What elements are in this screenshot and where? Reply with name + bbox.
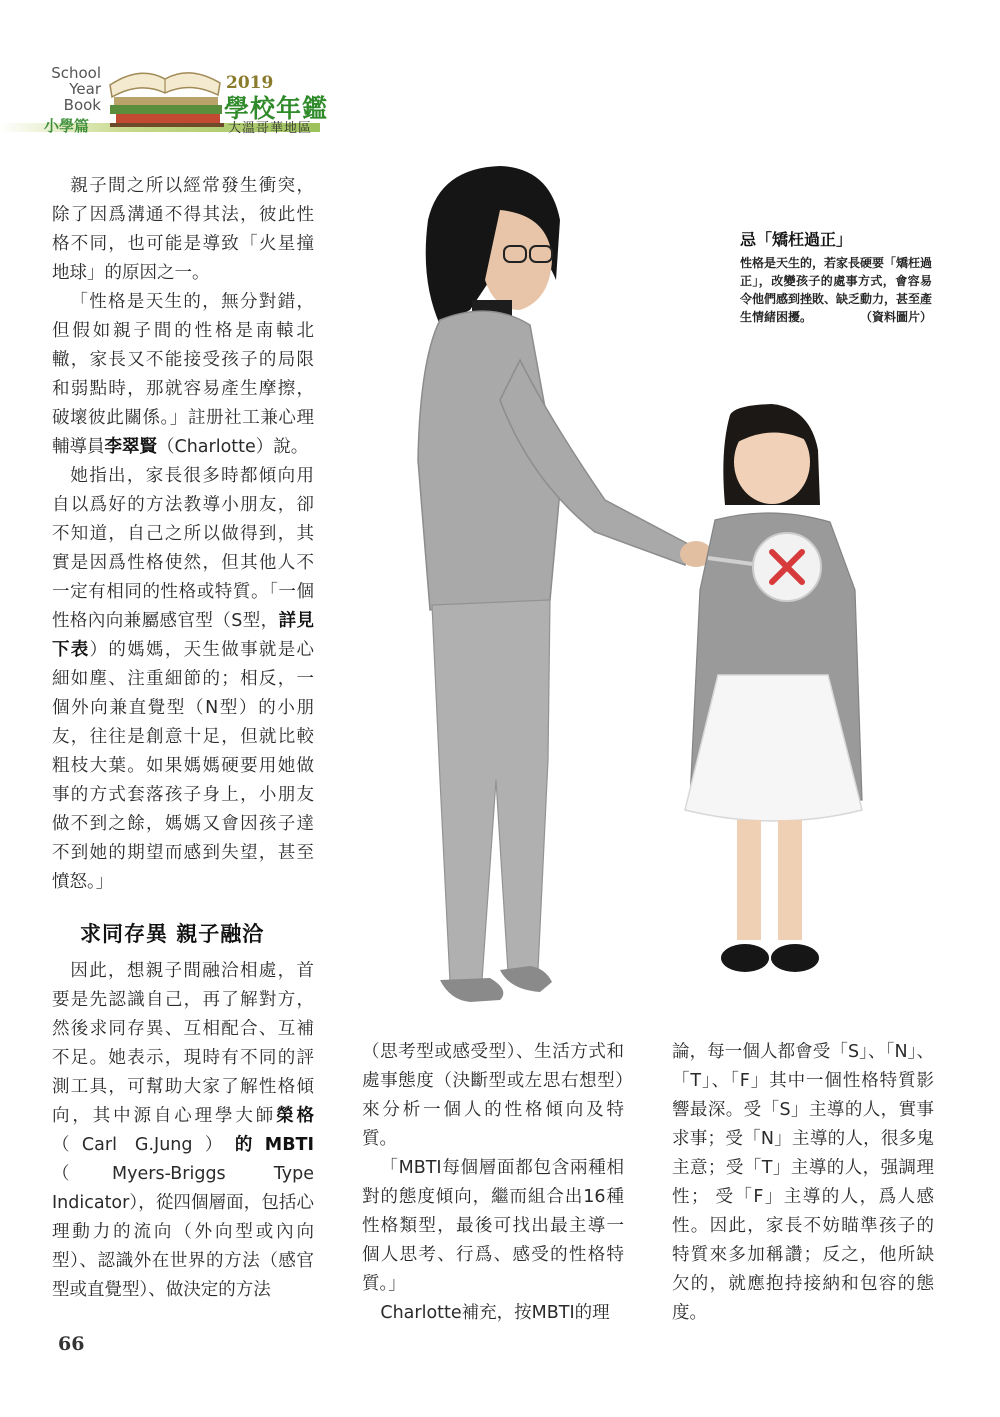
paragraph-4 (52, 957, 314, 1305)
paragraph-2-text-b: （Charlotte）說。 (157, 437, 309, 457)
masthead (0, 55, 340, 135)
masthead-english (45, 65, 101, 113)
caption-body-text: 性格是天生的，若家長硬要「矯枉過正」，改變孩子的處事方式，會容易令他們感到挫敗、缺乏動力，甚至產生情緒困擾。 (740, 256, 933, 324)
paragraph-1: 親子間之所以經常發生衝突，除了因爲溝通不得其法，彼此性格不同，也可能是導致「火星撞地球」的原因之一。 (52, 176, 314, 283)
jung-name: 榮格 (276, 1106, 314, 1126)
caption-title: 忌「矯枉過正」 (740, 230, 853, 249)
paragraph-3 (52, 462, 314, 897)
paragraph-3-text-b: ）的媽媽，天生做事就是心細如塵、注重細節的；相反，一個外向兼直覺型（N型）的小朋友，往往是創意十足，但就比較粗枝大葉。如果媽媽硬要用她做事的方式套落孩子身上，小朋友做不到之餘，媽媽又會因孩子達不到她的期望而感到失望，甚至憤怒。」 (52, 640, 315, 892)
page-number: 66 (58, 1333, 85, 1355)
masthead-region: 大溫哥華地區 (228, 121, 313, 136)
section-subheading: 求同存異 親子融洽 (80, 921, 265, 946)
masthead-title: 學校年鑑 (224, 94, 329, 123)
paragraph-5: （思考型或感受型）、生活方式和處事態度（決斷型或左思右想型）來分析一個人的性格傾向及特質。 (362, 1042, 624, 1149)
see-table-note: 詳見下表 (52, 611, 314, 660)
paragraph-4-text-b: （Carl G.Jung） (52, 1135, 235, 1155)
masthead-english-line1: School (51, 64, 101, 82)
masthead-english-line3: Book (63, 96, 101, 114)
article-column-1 (52, 172, 314, 1305)
interviewee-name: 李翠賢 (104, 437, 157, 457)
masthead-year: 2019 (226, 73, 274, 93)
paragraph-6: 「MBTI每個層面都包含兩種相對的態度傾向，繼而組合出16種性格類型，最後可找出最主導一個人思考、行爲、感受的性格特質。」 (362, 1158, 624, 1294)
paragraph-2-text-a: 「性格是天生的，無分對錯，但假如親子間的性格是南轅北轍，家長又不能接受孩子的局限和弱點時，那就容易產生摩擦，破壞彼此關係。」註册社工兼心理輔導員 (52, 292, 314, 457)
photo-caption (740, 227, 932, 326)
paragraph-3-text-a: 她指出，家長很多時都傾向用自以爲好的方法教導小朋友，卻不知道，自己之所以做得到，其實是因爲性格使然，但其他人不一定有相同的性格或特質。「一個性格內向兼屬感官型（S型， (52, 466, 314, 631)
masthead-english-line2: Year (69, 80, 101, 98)
paragraph-4-text-a: 因此，想親子間融洽相處，首要是先認識自己，再了解對方，然後求同存異、互相配合、互補不足。她表示，現時有不同的評測工具，可幫助大家了解性格傾向，其中源自心理學大師 (52, 961, 314, 1126)
paragraph-8: 論，每一個人都會受「S」、「N」、「T」、「F」其中一個性格特質影響最深。受「S」主導的人，實事求事；受「N」主導的人，很多鬼主意；受「T」主導的人，强調理性； 受「F」主導的人，爲人感性。因此，家長不妨瞄準孩子的特質來多加稱讚；反之，他所缺欠的，就應抱持接納和包容的態度。 (672, 1042, 934, 1323)
caption-credit: （資料圖片） (859, 310, 932, 324)
article-column-3 (672, 1038, 934, 1328)
caption-body (740, 254, 932, 326)
article-column-2 (362, 1038, 624, 1328)
paragraph-4-text-c: （Myers-Briggs Type Indicator），從四個層面，包括心理動力的流向（外向型或內向型）、認識外在世界的方法（感官型或直覺型）、做決定的方法 (52, 1164, 314, 1300)
paragraph-7: Charlotte補充，按MBTI的理 (380, 1303, 610, 1323)
books-icon (100, 55, 230, 127)
masthead-section: 小學篇 (44, 117, 90, 135)
paragraph-2 (52, 288, 314, 462)
mbti-term: 的MBTI (234, 1135, 315, 1155)
